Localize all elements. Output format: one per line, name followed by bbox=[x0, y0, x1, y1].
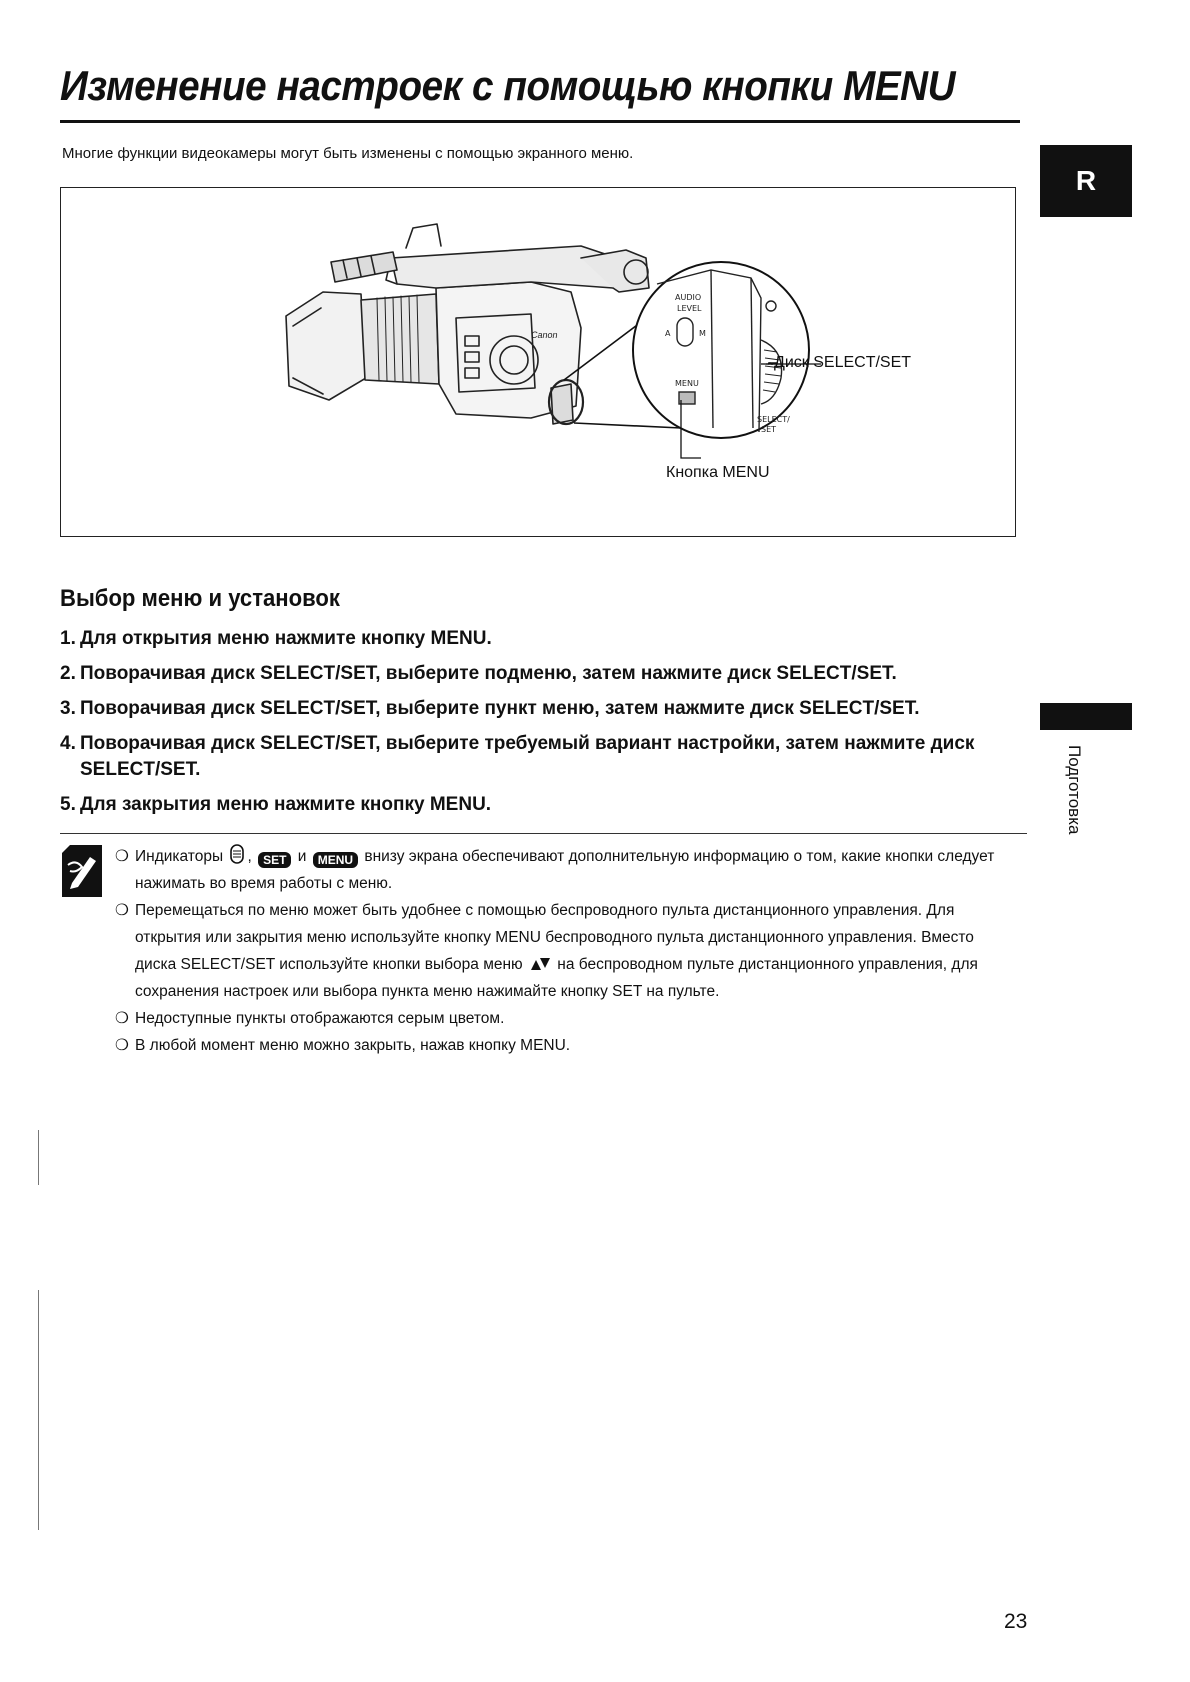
note-bullet: ❍ bbox=[115, 1037, 129, 1054]
menu-indicator-icon: MENU bbox=[313, 852, 358, 868]
step-number: 5. bbox=[60, 794, 76, 815]
steps-list bbox=[60, 626, 1010, 827]
ctrl-set-label: SET bbox=[761, 425, 777, 434]
side-tab-label: Подготовка bbox=[1065, 745, 1084, 835]
up-down-arrow-icon bbox=[529, 956, 551, 972]
step-text: Поворачивая диск SELECT/SET, выберите пункт меню, затем нажмите диск SELECT/SET. bbox=[80, 698, 920, 719]
note-item bbox=[115, 1005, 1015, 1032]
ctrl-menu-label: MENU bbox=[675, 379, 699, 388]
note-text: и bbox=[297, 848, 307, 865]
step-item bbox=[60, 661, 1010, 687]
note-text: Индикаторы bbox=[135, 848, 224, 865]
step-item bbox=[60, 626, 1010, 652]
set-indicator-icon: SET bbox=[258, 852, 291, 868]
note-bullet: ❍ bbox=[115, 902, 129, 919]
note-item bbox=[115, 843, 1015, 897]
step-text: Для открытия меню нажмите кнопку MENU. bbox=[80, 628, 492, 649]
ctrl-level-label: LEVEL bbox=[677, 304, 702, 313]
zoom-detail bbox=[633, 262, 809, 438]
note-text: Недоступные пункты отображаются серым цветом. bbox=[135, 1010, 505, 1027]
ctrl-a-label: A bbox=[665, 329, 671, 338]
ctrl-audio-label: AUDIO bbox=[675, 293, 702, 302]
note-bullet: ❍ bbox=[115, 1010, 129, 1027]
notes-rule bbox=[60, 833, 1027, 834]
note-text: , bbox=[247, 848, 252, 865]
notes-list bbox=[115, 843, 1015, 1059]
step-text: Поворачивая диск SELECT/SET, выберите подменю, затем нажмите диск SELECT/SET. bbox=[80, 663, 897, 684]
label-select-set-dial: Диск SELECT/SET bbox=[774, 354, 912, 371]
margin-mark bbox=[38, 1290, 39, 1530]
tab-letter: R bbox=[1075, 165, 1097, 196]
side-tab-bar bbox=[1040, 703, 1132, 730]
step-number: 1. bbox=[60, 628, 76, 649]
step-item bbox=[60, 731, 1010, 783]
dial-indicator-icon bbox=[229, 844, 245, 864]
note-text: внизу экрана обеспечивают дополнительную информацию о том, какие кнопки следует нажимать во время работы с меню. bbox=[135, 848, 995, 892]
step-number: 2. bbox=[60, 663, 76, 684]
step-number: 4. bbox=[60, 733, 76, 754]
title-rule bbox=[60, 120, 1020, 123]
step-item bbox=[60, 696, 1010, 722]
section-heading: Выбор меню и установок bbox=[60, 585, 340, 612]
note-text: Перемещаться по меню может быть удобнее с помощью беспроводного пульта дистанционного управления. Для открытия или закрытия меню используйте кнопку MENU беспроводного пульта дистанционного управления. Вместо диска SELECT/SET используйте кнопки выбора меню bbox=[135, 902, 974, 973]
ctrl-select-label: SELECT/ bbox=[757, 415, 790, 424]
section-tab-r bbox=[1040, 145, 1132, 217]
page-number: 23 bbox=[1004, 1610, 1028, 1633]
notes-pencil-icon bbox=[60, 843, 104, 899]
camera-figure bbox=[60, 187, 1016, 537]
brand-text: Canon bbox=[531, 330, 558, 340]
note-text: В любой момент меню можно закрыть, нажав кнопку MENU. bbox=[135, 1037, 571, 1054]
ctrl-m-label: M bbox=[699, 329, 706, 338]
step-text: Поворачивая диск SELECT/SET, выберите требуемый вариант настройки, затем нажмите диск SELECT/SET. bbox=[80, 733, 975, 780]
page-title: Изменение настроек с помощью кнопки MENU bbox=[60, 62, 956, 109]
note-text: на беспроводном пульте дистанционного управления, для сохранения настроек или выбора пункта меню нажимайте кнопку SET на пульте. bbox=[135, 956, 978, 1000]
step-number: 3. bbox=[60, 698, 76, 719]
note-bullet: ❍ bbox=[115, 848, 129, 865]
margin-mark bbox=[38, 1130, 39, 1185]
step-text: Для закрытия меню нажмите кнопку MENU. bbox=[80, 794, 492, 815]
label-menu-button: Кнопка MENU bbox=[666, 464, 770, 481]
note-item bbox=[115, 1032, 1015, 1059]
step-item bbox=[60, 792, 1010, 818]
intro-text: Многие функции видеокамеры могут быть изменены с помощью экранного меню. bbox=[62, 145, 634, 162]
note-item bbox=[115, 897, 1015, 1005]
